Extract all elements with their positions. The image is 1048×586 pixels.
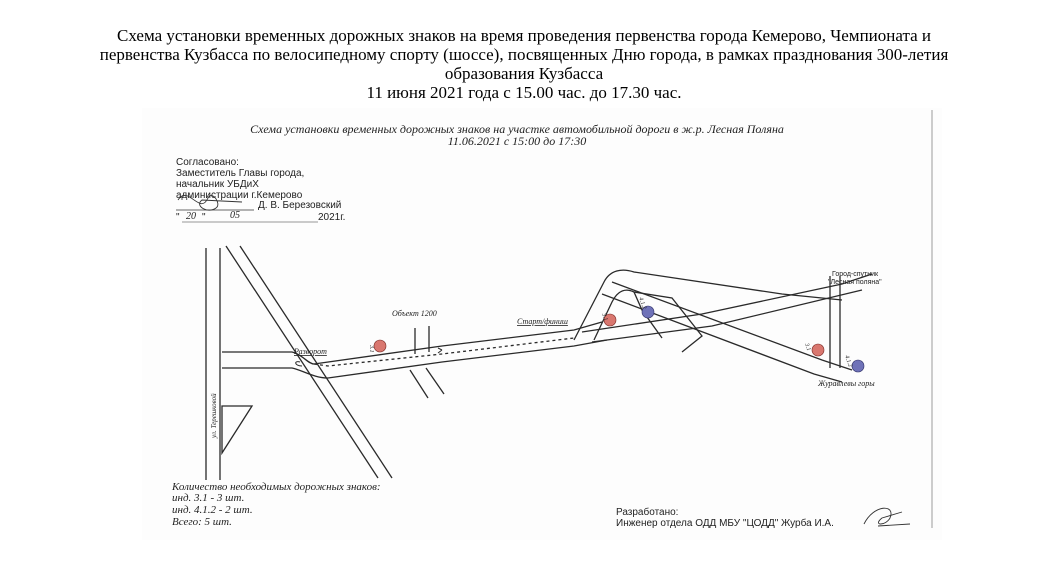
count-heading: Количество необходимых дорожных знаков: [172,481,381,493]
no-entry-sign-icon [812,344,824,356]
route-arrow-icon [438,348,442,353]
date-month: 05 [230,210,240,221]
date-open-quote: " [176,212,180,223]
sign-code: 3.1 [803,342,812,352]
mandatory-direction-sign-icon [852,360,864,372]
scheme-title-line-1: Схема установки временных дорожных знаков на участке автомобильной дороги в ж.р. Лесная Поляна [250,122,784,136]
no-entry-sign-icon [374,340,386,352]
south-branch-edge-2 [426,368,444,394]
traffic-sign-1 [368,340,386,353]
approval-label: Согласовано: [176,157,239,168]
traffic-sign-5 [843,354,864,372]
developer-signature-icon [864,508,910,526]
left-island [222,406,252,453]
developed-line: Инженер отдела ОДД МБУ "ЦОДД" Журба И.А. [616,518,834,529]
developed-label: Разработано: [616,507,679,518]
road-scheme-drawing [142,108,942,540]
header-line-4: 11 июня 2021 года с 15.00 час. до 17.30 час. [366,83,682,102]
sign-code: 4.1.2 [637,296,647,310]
count-total: Всего: 5 шт. [172,516,232,528]
south-branch-edge-1 [410,370,428,398]
road-network [206,246,872,480]
approval-line-1: Заместитель Главы города, [176,168,305,179]
sign-code: 3.1 [368,345,374,353]
label-start-finish: Старт/финиш [517,317,568,326]
date-day: 20 [186,211,196,222]
lower-road-top [612,282,852,370]
u-turn-arrow-icon [296,362,302,366]
label-satellite-line-2: "Лесная поляна" [828,279,882,286]
diagonal-road-edge-1 [226,246,378,478]
traffic-sign-3 [637,296,654,318]
sign-count-block [171,481,381,528]
label-satellite-line-1: Город-спутник [832,271,879,278]
scheme-title-line-2: 11.06.2021 с 15:00 до 17:30 [447,134,587,148]
approval-line-3: администрации г.Кемерово [176,190,303,201]
header-line-1: Схема установки временных дорожных знаков на время проведения первенства города Кемерово, Чемпионата и [117,26,931,45]
sign-code: 4.1.2 [843,354,853,368]
date-year: 2021г. [318,212,346,223]
lower-road-bottom [602,294,842,382]
approval-signer: Д. В. Березовский [258,200,342,211]
scheme-scan [142,108,942,540]
header-line-2: первенства Кузбасса по велосипедному спорту (шоссе), посвященных Дню города, в рамках празднования 300-летия [99,45,949,64]
header-line-3: образования Кузбасса [444,64,604,83]
approval-block [176,157,345,223]
count-line-2: инд. 4.1.2 - 2 шт. [172,504,253,516]
label-turn: Разворот [294,347,327,356]
label-zhuravlevy: Журавлевы горы [818,379,875,388]
developer-block [616,506,910,529]
count-line-1: инд. 3.1 - 3 шт. [172,492,245,504]
label-street: ул. Терешковой [210,393,218,438]
page-header [20,26,1028,102]
sign-code: 3.1 [600,312,609,322]
approval-line-2: начальник УБДиХ [176,179,259,190]
date-close-quote: " [202,212,206,223]
label-object: Объект 1200 [392,309,437,318]
